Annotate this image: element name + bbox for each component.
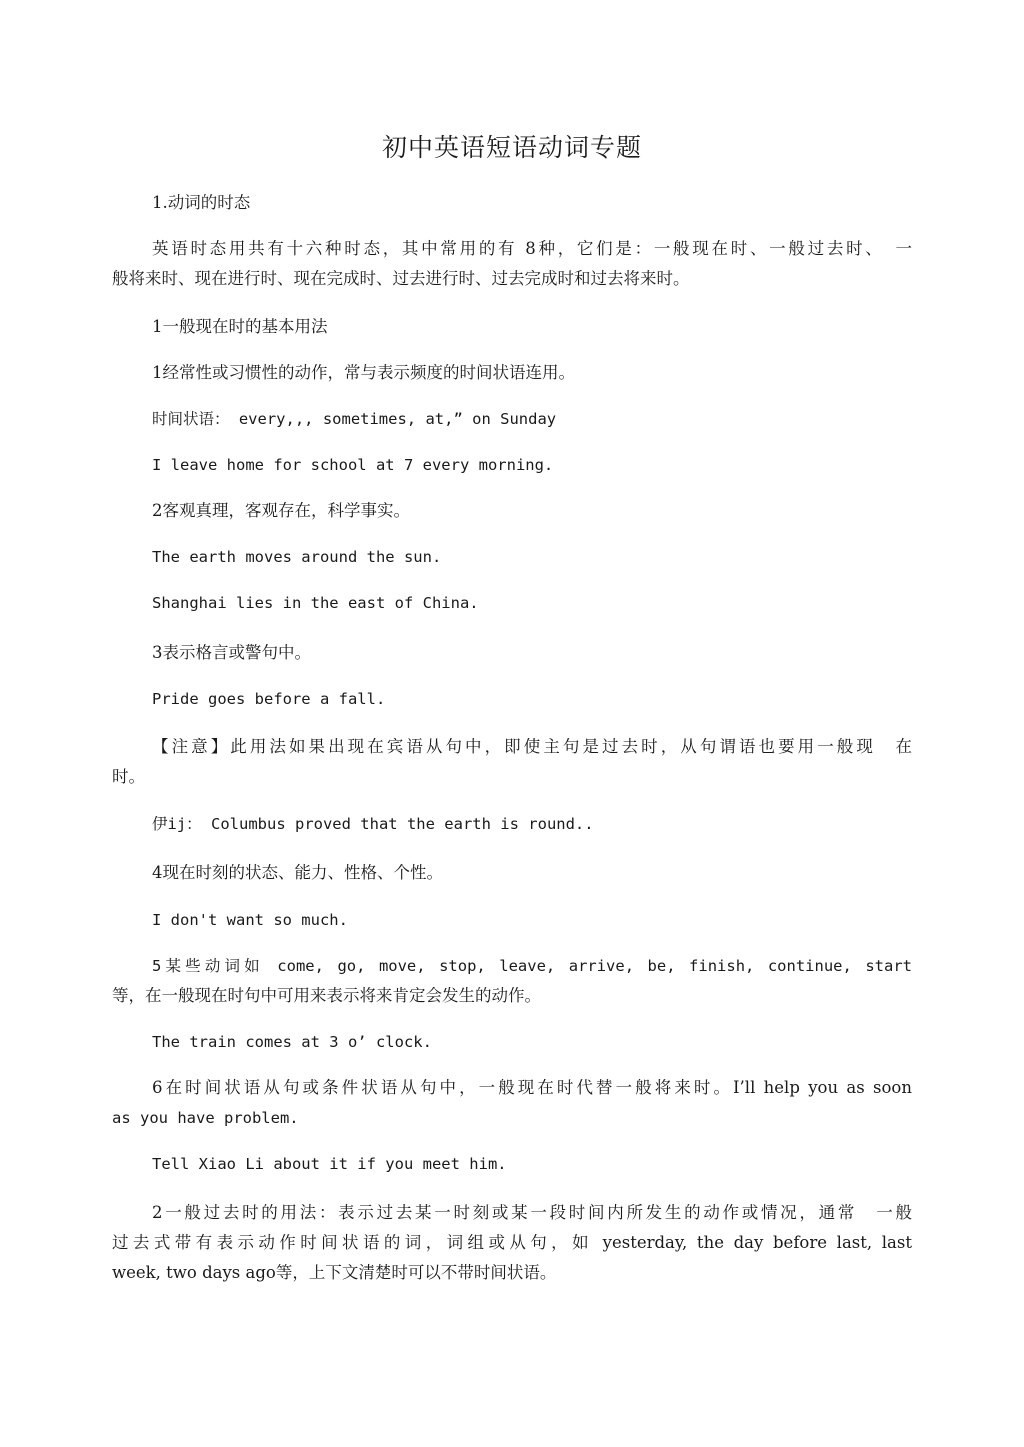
rule-2: 2客观真理，客观存在，科学事实。 — [152, 501, 410, 520]
example-5: The train comes at 3 o’ clock. — [152, 1033, 432, 1051]
rule-6-line-1: 6在时间状语从句或条件状语从句中，一般现在时代替一般将来时。I’ll help you as soon — [152, 1078, 912, 1097]
example-3: Pride goes before a fall. — [152, 690, 386, 708]
rule-6-paragraph — [112, 1073, 912, 1133]
note-paragraph — [112, 732, 912, 792]
page-title: 初中英语短语动词专题 — [381, 133, 642, 162]
past-line-1: 2一般过去时的用法：表示过去某一时刻或某一段时间内所发生的动作或情况，通常 一般 — [152, 1203, 912, 1222]
rule-5-paragraph — [112, 951, 912, 1011]
rule-3: 3表示格言或警句中。 — [152, 643, 311, 662]
example-2a: The earth moves around the sun. — [152, 548, 442, 566]
rule-5-line-2: 等，在一般现在时句中可用来表示将来肯定会发生的动作。 — [112, 986, 541, 1005]
example-6: Tell Xiao Li about it if you meet him. — [152, 1155, 507, 1173]
note-example: 伊ij： Columbus proved that the earth is round.. — [152, 815, 594, 833]
rule-4: 4现在时刻的状态、能力、性格、个性。 — [152, 863, 443, 882]
intro-line-1: 英语时态用共有十六种时态，其中常用的有 8种，它们是：一般现在时、一般过去时、 一 — [152, 239, 912, 258]
example-1: I leave home for school at 7 every morning. — [152, 456, 554, 474]
rule-6-line-2: as you have problem. — [112, 1109, 299, 1127]
past-line-2: 过去式带有表示动作时间状语的词，词组或从句，如 yesterday, the day before last, last — [112, 1233, 912, 1252]
past-line-3: week, two days ago等，上下文清楚时可以不带时间状语。 — [112, 1263, 557, 1282]
example-2b: Shanghai lies in the east of China. — [152, 594, 479, 612]
past-tense-paragraph — [112, 1198, 912, 1288]
note-line-2: 时。 — [112, 767, 145, 786]
intro-paragraph — [112, 234, 912, 294]
example-4: I don't want so much. — [152, 911, 348, 929]
rule-5-line-1: 5某些动词如 come, go, move, stop, leave, arrive, be, finish, continue, start — [152, 957, 912, 975]
rule-1: 1经常性或习惯性的动作，常与表示频度的时间状语连用。 — [152, 363, 575, 382]
section-heading: 1.动词的时态 — [152, 193, 251, 212]
note-line-1: 【注意】此用法如果出现在宾语从句中，即使主句是过去时，从句谓语也要用一般现 在 — [152, 737, 912, 756]
adverbials-line: 时间状语： every,,, sometimes, at,” on Sunday — [152, 410, 557, 428]
usage-heading: 1一般现在时的基本用法 — [152, 317, 328, 336]
intro-line-2: 般将来时、现在进行时、现在完成时、过去进行时、过去完成时和过去将来时。 — [112, 269, 690, 288]
